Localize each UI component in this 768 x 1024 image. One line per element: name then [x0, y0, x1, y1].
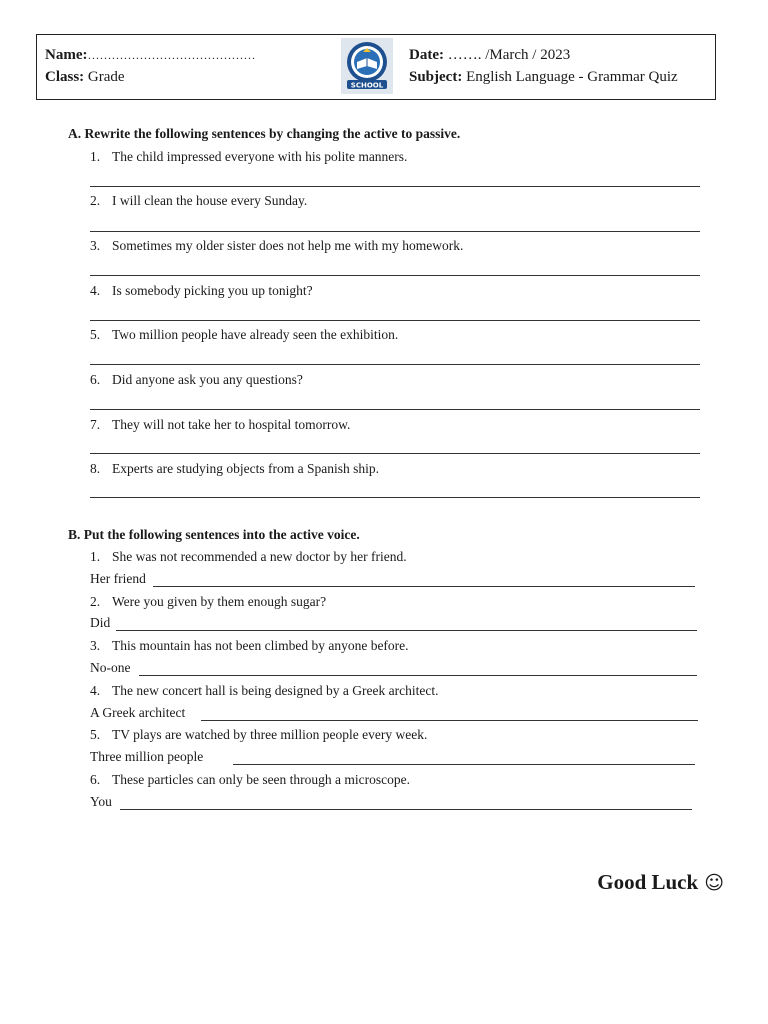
- answer-line-b-5[interactable]: [233, 764, 695, 765]
- question-a-3: 3. Sometimes my older sister does not help me with my homework.: [90, 238, 464, 253]
- answer-line-b-2[interactable]: [116, 630, 697, 631]
- section-b-title: B. Put the following sentences into the active voice.: [68, 527, 360, 542]
- question-b-3: 3. This mountain has not been climbed by anyone before.: [90, 638, 409, 653]
- answer-line-b-3[interactable]: [139, 675, 697, 676]
- answer-line-a-1[interactable]: [90, 186, 700, 187]
- prompt-b-3: No-one: [90, 660, 131, 675]
- question-a-2: 2. I will clean the house every Sunday.: [90, 193, 308, 208]
- question-a-7: 7. They will not take her to hospital tomorrow.: [90, 417, 351, 432]
- subject-value: English Language - Grammar Quiz: [466, 69, 678, 85]
- question-a-1: 1. The child impressed everyone with his polite manners.: [90, 149, 408, 164]
- answer-line-b-6[interactable]: [120, 809, 692, 810]
- class-label: Class:: [45, 69, 85, 85]
- prompt-b-6: You: [90, 794, 112, 809]
- answer-line-a-2[interactable]: [90, 231, 700, 232]
- smiley-icon: ☺: [704, 872, 724, 894]
- logo-text: SCHOOL: [350, 81, 384, 90]
- question-a-8: 8. Experts are studying objects from a Spanish ship.: [90, 461, 379, 476]
- question-b-1: 1. She was not recommended a new doctor by her friend.: [90, 549, 407, 564]
- prompt-b-1: Her friend: [90, 571, 146, 586]
- good-luck-text: Good Luck: [597, 870, 699, 894]
- class-value: Grade: [87, 69, 125, 85]
- school-logo-icon: [341, 38, 393, 94]
- answer-line-a-5[interactable]: [90, 364, 700, 365]
- answer-line-a-7[interactable]: [90, 453, 700, 454]
- date-label: Date:: [409, 47, 444, 63]
- question-b-4: 4. The new concert hall is being designed by a Greek architect.: [90, 683, 439, 698]
- prompt-b-4: A Greek architect: [90, 705, 186, 720]
- date-value: ……. /March / 2023: [447, 47, 571, 63]
- answer-line-a-3[interactable]: [90, 275, 700, 276]
- header-box: [36, 34, 716, 100]
- question-a-4: 4. Is somebody picking you up tonight?: [90, 283, 313, 298]
- subject-label: Subject:: [409, 69, 463, 85]
- question-a-5: 5. Two million people have already seen the exhibition.: [90, 327, 399, 342]
- question-a-6: 6. Did anyone ask you any questions?: [90, 372, 303, 387]
- class-field: [45, 69, 125, 86]
- name-dots: ……………………………………: [87, 48, 256, 62]
- answer-line-b-1[interactable]: [153, 586, 695, 587]
- question-b-5: 5. TV plays are watched by three million people every week.: [90, 727, 428, 742]
- question-b-2: 2. Were you given by them enough sugar?: [90, 594, 327, 609]
- answer-line-a-4[interactable]: [90, 320, 700, 321]
- good-luck-message: [597, 870, 724, 895]
- section-a-title: A. Rewrite the following sentences by changing the active to passive.: [68, 126, 461, 141]
- question-b-6: 6. These particles can only be seen through a microscope.: [90, 772, 411, 787]
- subject-field: [409, 69, 678, 86]
- answer-line-a-8[interactable]: [90, 497, 700, 498]
- name-label: Name:: [45, 47, 88, 63]
- answer-line-b-4[interactable]: [201, 720, 698, 721]
- date-field: [409, 47, 570, 64]
- answer-line-a-6[interactable]: [90, 409, 700, 410]
- prompt-b-5: Three million people: [90, 749, 204, 764]
- name-field: [45, 47, 255, 64]
- prompt-b-2: Did: [90, 615, 111, 630]
